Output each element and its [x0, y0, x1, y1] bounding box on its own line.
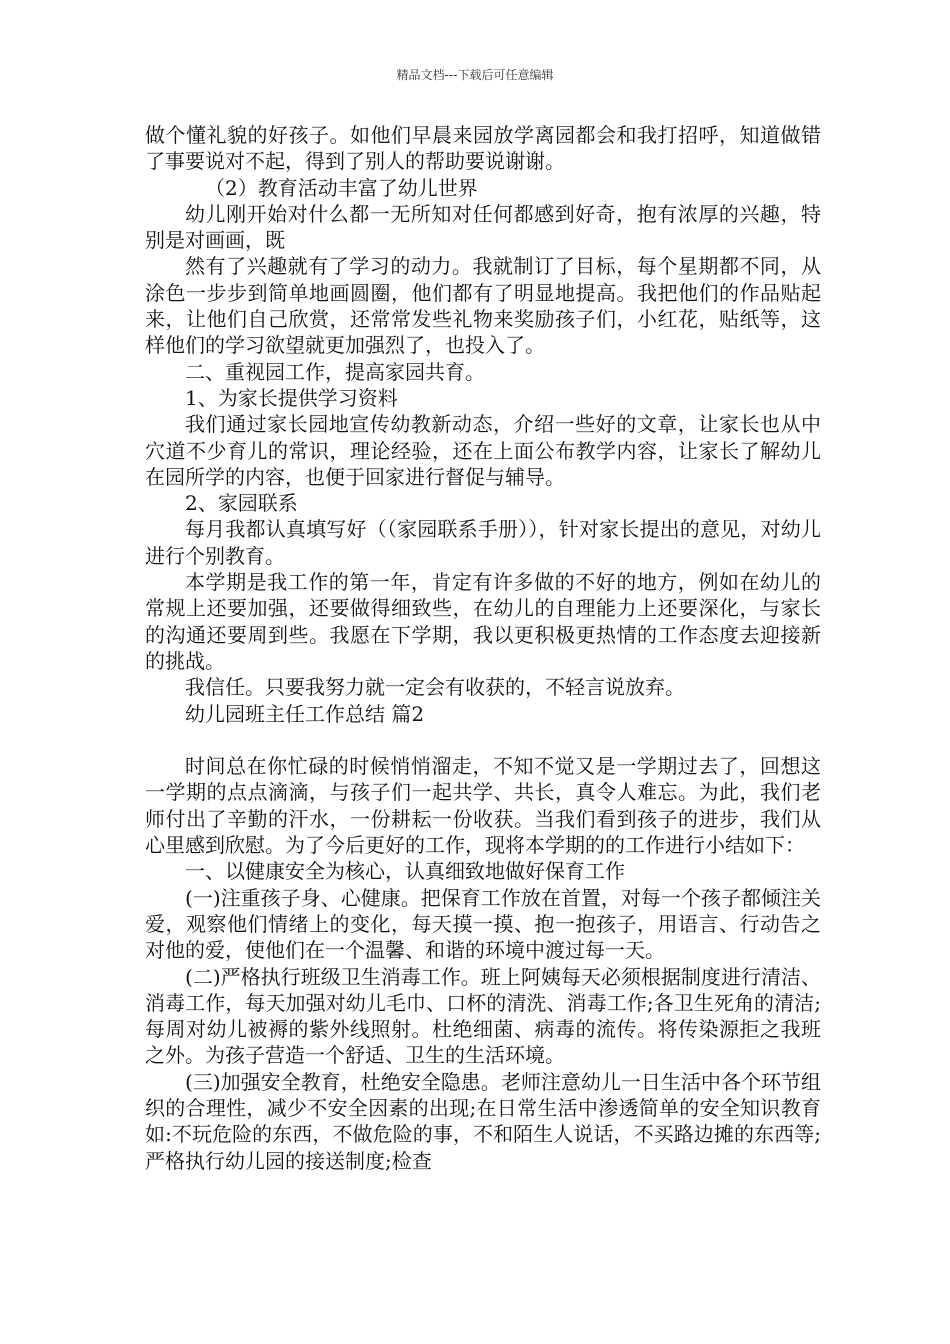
paragraph: (三)加强安全教育，杜绝安全隐患。老师注意幼儿一日生活中各个环节组织的合理性，减少不安全因素的出现;在日常生活中渗透简单的安全知识教育如:不玩危险的东西，不做危险的事，不和陌生人说话，不买路边摊的东西等;严格执行幼儿园的接送制度;检查	[145, 1069, 821, 1173]
blank-line	[145, 727, 821, 753]
paragraph: 每月我都认真填写好（（家园联系手册）），针对家长提出的意见，对幼儿进行个别教育。	[145, 517, 821, 568]
paragraph: (二)严格执行班级卫生消毒工作。班上阿姨每天必须根据制度进行清洁、消毒工作，每天加强对幼儿毛巾、口杯的清洗、消毒工作;各卫生死角的清洁;每周对幼儿被褥的紫外线照射。杜绝细菌、病毒的流传。将传染源拒之我班之外。为孩子营造一个舒适、卫生的生活环境。	[145, 964, 821, 1068]
paragraph: 我们通过家长园地宣传幼教新动态，介绍一些好的文章，让家长也从中穴道不少育儿的常识，理论经验，还在上面公布教学内容，让家长了解幼儿在园所学的内容，也便于回家进行督促与辅导。	[145, 412, 821, 489]
paragraph: 本学期是我工作的第一年，肯定有许多做的不好的地方，例如在幼儿的常规上还要加强，还要做得细致些，在幼儿的自理能力上还要深化，与家长的沟通还要周到些。我愿在下学期，我以更积极更热情的工作态度去迎接新的挑战。	[145, 570, 821, 673]
paragraph: 我信任。只要我努力就一定会有收获的，不轻言说放弃。	[185, 675, 685, 700]
section-heading: 一、以健康安全为核心，认真细致地做好保育工作	[185, 859, 625, 884]
paragraph: 时间总在你忙碌的时候悄悄溜走，不知不觉又是一学期过去了，回想这一学期的点点滴滴，与孩子们一起共学、共长，真令人难忘。为此，我们老师付出了辛勤的汗水，一份耕耘一份收获。当我们看到孩子的进步，我们从心里感到欣慰。为了今后更好的工作，现将本学期的的工作进行小结如下：	[145, 754, 821, 858]
paragraph: 然有了兴趣就有了学习的动力。我就制订了目标，每个星期都不同，从涂色一步步到简单地画圆圈，他们都有了明显地提高。我把他们的作品贴起来，让他们自己欣赏，还常常发些礼物来奖励孩子们，小红花，贴纸等，这样他们的学习欲望就更加强烈了，也投入了。	[145, 254, 821, 358]
paragraph: 做个懂礼貌的好孩子。如他们早晨来园放学离园都会和我打招呼，知道做错了事要说对不起，得到了别人的帮助要说谢谢。	[145, 123, 821, 174]
paragraph: (一)注重孩子身、心健康。把保育工作放在首置，对每一个孩子都倾注关爱，观察他们情绪上的变化，每天摸一摸、抱一抱孩子，用语言、行动告之对他的爱，使他们在一个温馨、和谐的环境中渡过每一天。	[145, 885, 821, 963]
section-heading: 二、重视园工作，提高家园共育。	[185, 359, 485, 384]
article-title: 幼儿园班主任工作总结 篇2	[185, 701, 425, 726]
section-heading: 2、家园联系	[185, 491, 298, 516]
document-body	[145, 122, 821, 1174]
page-header: 精品文档---下载后可任意编辑	[396, 68, 554, 82]
section-heading: 1、为家长提供学习资料	[185, 385, 398, 410]
paragraph: 幼儿刚开始对什么都一无所知对任何都感到好奇，抱有浓厚的兴趣，特别是对画画，既	[145, 201, 821, 253]
section-heading: （2）教育活动丰富了幼儿世界	[205, 175, 478, 200]
